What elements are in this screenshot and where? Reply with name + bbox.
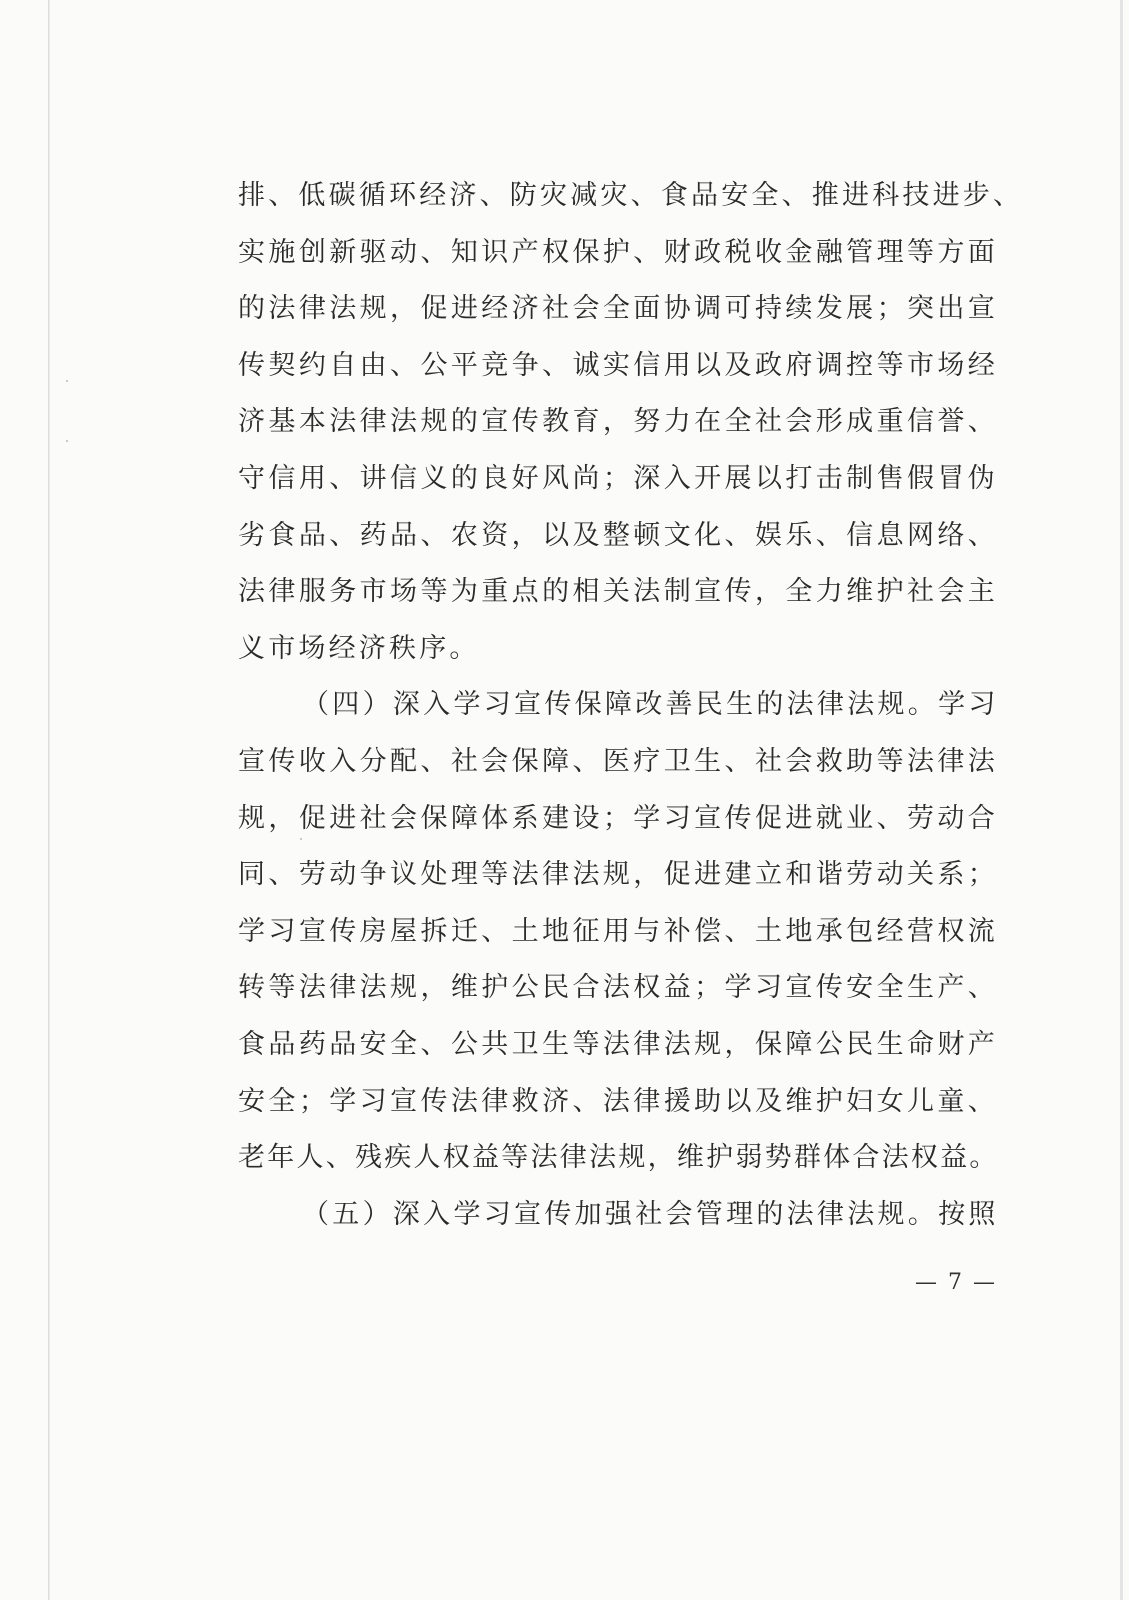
page-number: — 7 — — [915, 1270, 997, 1295]
section-heading-line: （四）深入学习宣传保障改善民生的法律法规。学习 — [302, 689, 998, 721]
scan-speck — [66, 380, 68, 382]
body-text — [238, 168, 1024, 1243]
text-line: 义市场经济秩序。 — [238, 632, 480, 664]
text-line: 济基本法律法规的宣传教育，努力在全社会形成重信誉、 — [238, 406, 998, 438]
scan-left-edge — [48, 0, 50, 1600]
text-line: 规，促进社会保障体系建设；学习宣传促进就业、劳动合 — [238, 802, 998, 834]
text-line: 排、低碳循环经济、防灾减灾、食品安全、推进科技进步、 — [238, 180, 1024, 211]
text-line: 安全；学习宣传法律救济、法律援助以及维护妇女儿童、 — [238, 1085, 998, 1117]
text-line: 转等法律法规，维护公民合法权益；学习宣传安全生产、 — [238, 972, 998, 1004]
text-line: 实施创新驱动、知识产权保护、财政税收金融管理等方面 — [238, 236, 998, 268]
text-line: 老年人、残疾人权益等法律法规，维护弱势群体合法权益。 — [238, 1142, 998, 1174]
scan-speck — [66, 440, 68, 442]
text-line: 食品药品安全、公共卫生等法律法规，保障公民生命财产 — [238, 1028, 998, 1060]
text-line: 守信用、讲信义的良好风尚；深入开展以打击制售假冒伪 — [238, 462, 998, 494]
text-line: 传契约自由、公平竞争、诚实信用以及政府调控等市场经 — [238, 349, 998, 381]
text-line: 宣传收入分配、社会保障、医疗卫生、社会救助等法律法 — [238, 745, 998, 777]
text-line: 的法律法规，促进经济社会全面协调可持续发展；突出宣 — [238, 293, 998, 325]
text-line: 学习宣传房屋拆迁、土地征用与补偿、土地承包经营权流 — [238, 915, 998, 947]
text-line: 劣食品、药品、农资，以及整顿文化、娱乐、信息网络、 — [238, 519, 998, 551]
scan-right-edge — [1120, 0, 1123, 1600]
text-line: 法律服务市场等为重点的相关法制宣传，全力维护社会主 — [238, 576, 998, 608]
text-line: 同、劳动争议处理等法律法规，促进建立和谐劳动关系； — [238, 859, 998, 891]
section-heading-line: （五）深入学习宣传加强社会管理的法律法规。按照 — [302, 1198, 998, 1230]
